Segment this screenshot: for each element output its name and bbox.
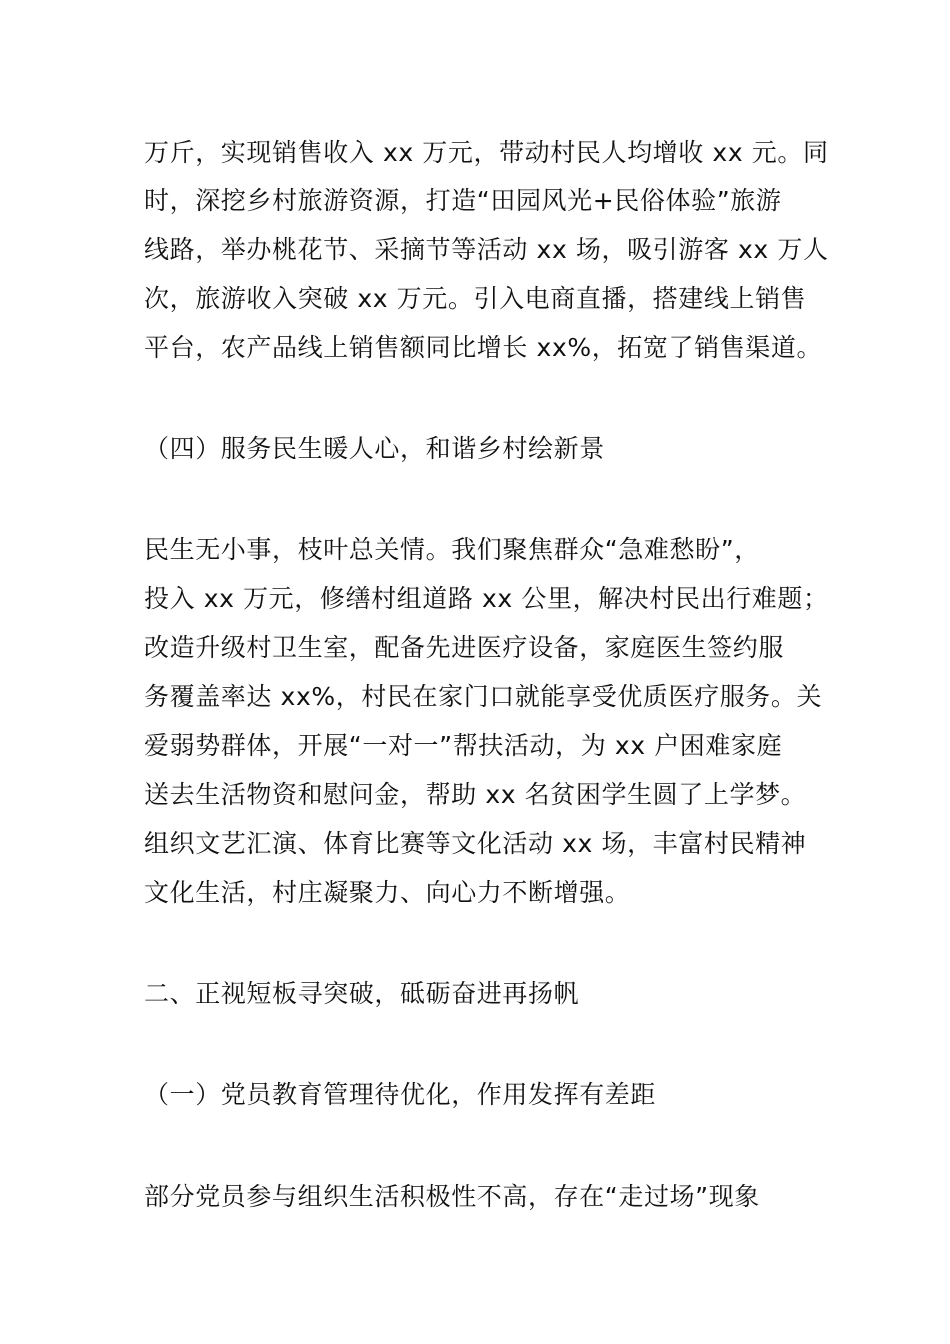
paragraph-line: 次，旅游收入突破 xx 万元。引入电商直播，搭建线上销售 xyxy=(144,284,807,313)
paragraph-line: 改造升级村卫生室，配备先进医疗设备，家庭医生签约服 xyxy=(144,633,785,662)
subheading-party-members: （一）党员教育管理待优化，作用发挥有差距 xyxy=(144,1080,657,1109)
paragraph-line: 务覆盖率达 xx%，村民在家门口就能享受优质医疗服务。关 xyxy=(144,682,823,711)
paragraph-line: 送去生活物资和慰问金，帮助 xx 名贫困学生圆了上学梦。 xyxy=(144,780,807,809)
paragraph-line: 部分党员参与组织生活积极性不高，存在“走过场”现象 xyxy=(144,1182,760,1211)
paragraph-line: 投入 xx 万元，修缮村组道路 xx 公里，解决村民出行难题； xyxy=(144,584,829,613)
section-heading: 二、正视短板寻突破，砥砺奋进再扬帆 xyxy=(144,979,580,1008)
paragraph-line: 文化生活，村庄凝聚力、向心力不断增强。 xyxy=(144,878,631,907)
paragraph-line: 爱弱势群体，开展“一对一”帮扶活动，为 xx 户困难家庭 xyxy=(144,731,783,760)
paragraph-line: 万斤，实现销售收入 xx 万元，带动村民人均增收 xx 元。同 xyxy=(144,138,829,167)
paragraph-line: 线路，举办桃花节、采摘节等活动 xx 场，吸引游客 xx 万人 xyxy=(144,235,829,264)
paragraph-line: 平台，农产品线上销售额同比增长 xx%，拓宽了销售渠道。 xyxy=(144,333,823,362)
paragraph-line: 时，深挖乡村旅游资源，打造“田园风光+民俗体验”旅游 xyxy=(144,186,782,215)
paragraph-line: 组织文艺汇演、体育比赛等文化活动 xx 场，丰富村民精神 xyxy=(144,829,807,858)
paragraph-line: 民生无小事，枝叶总关情。我们聚焦群众“急难愁盼”， xyxy=(144,535,760,564)
subheading-services: （四）服务民生暖人心，和谐乡村绘新景 xyxy=(144,434,605,463)
